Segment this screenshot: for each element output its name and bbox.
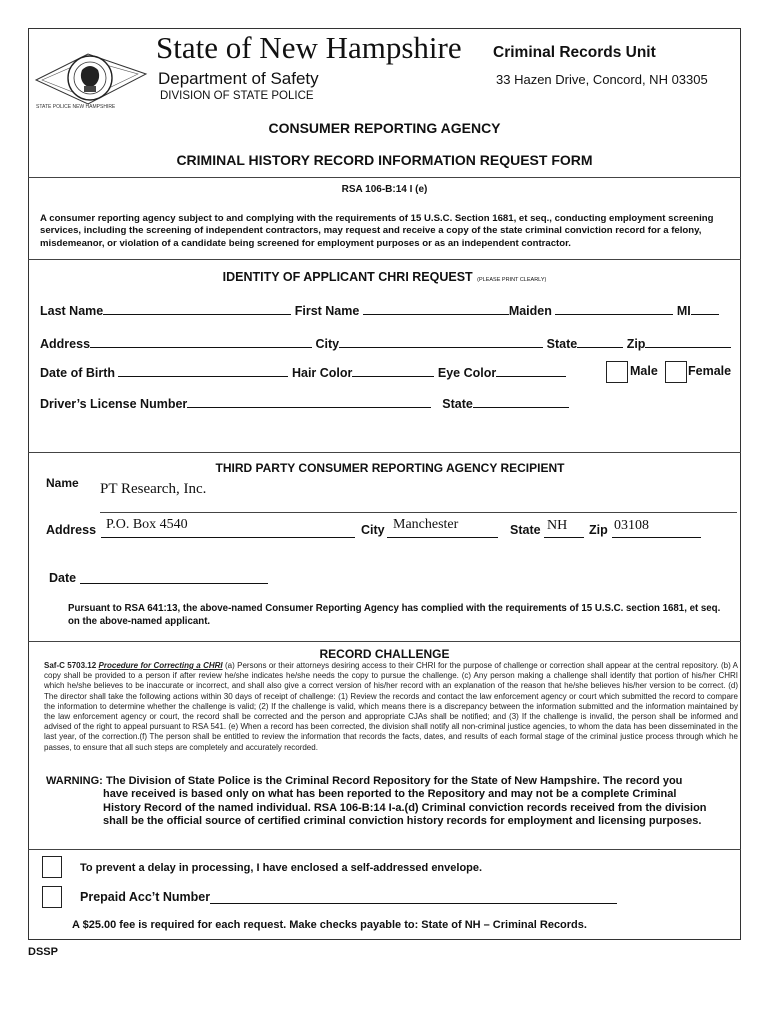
warning-label: WARNING:: [46, 775, 103, 787]
identity-heading-text: IDENTITY OF APPLICANT CHRI REQUEST: [222, 270, 473, 284]
license-field[interactable]: [187, 395, 431, 408]
warning-rest: have received is based only on what has been reported to the Repository and may not be a complete Criminal History Record of the named individual. RSA 106-B:14 I-a.(d) Criminal conviction records received from the division shall be the official source of certified criminal conviction history records for employment and licensing purposes.: [103, 788, 707, 827]
rsa-reference: RSA 106-B:14 I (e): [341, 184, 428, 195]
challenge-text: [44, 661, 738, 753]
form-title-2: CRIMINAL HISTORY RECORD INFORMATION REQUEST FORM: [176, 152, 593, 168]
identity-heading-note: (PLEASE PRINT CLEARLY): [477, 277, 547, 283]
mi-field[interactable]: [691, 302, 719, 315]
name-row: [40, 302, 719, 318]
unit-address: 33 Hazen Drive, Concord, NH 03305: [496, 72, 708, 87]
maiden-label: Maiden: [508, 304, 552, 318]
divider: [28, 641, 741, 642]
challenge-body: (a) Persons or their attorneys desiring access to their CHRI for the purpose of challenge or correction shall appear at the central repository. (b) A copy shall be provided to a person if after review he/she indicates he/she needs the copy to pursue the challenge. (c) Any person making a challenge shall identify that portion of his/her CHRI which he/she believes to be inaccurate or incorrect, and shall also give a correct version of his/her record with an explanation of the reason that he/she believes his/her version to be correct. (d) The director shall take the following actions within 30 days of receipt of challenge: (1) Review the records and contact the law enforcement agency or court which submitted the record to compare the information to determine whether the challenge is valid; (2) If the challenge is valid, which means there is a discrepancy between the information submitted and the information maintained by the law enforcement agency or court, the record shall be corrected and the person and appropriate CJAs shall be notified; and (3) If the challenge is invalid, the person shall be informed and advised of the right to appeal pursuant to RSA 541. (e) When a record has been corrected, the division shall notify all non-criminal justice agencies, to whom the data has been disseminated in the last year, of the correction.(f) The person shall be entitled to review the information that records the facts, dates, and results of each formal stage of the criminal justice process through which he passes, to ensure that all such steps are completely and accurately recorded.: [44, 661, 739, 752]
division-title: DIVISION OF STATE POLICE: [160, 90, 314, 102]
prepaid-label: Prepaid Acc’t Number: [80, 890, 211, 904]
license-label: Driver’s License Number: [40, 397, 188, 411]
divider: [28, 177, 741, 178]
hair-field[interactable]: [352, 364, 434, 377]
female-checkbox[interactable]: [665, 361, 687, 383]
envelope-text: To prevent a delay in processing, I have enclosed a self-addressed envelope.: [80, 862, 483, 874]
hair-label: Hair Color: [291, 366, 353, 380]
male-label: Male: [630, 364, 658, 378]
license-state-label: State: [442, 397, 473, 411]
state-field[interactable]: [577, 335, 623, 348]
recipient-city-value[interactable]: Manchester: [393, 517, 459, 532]
address-label: Address: [40, 337, 91, 351]
prepaid-checkbox[interactable]: [42, 886, 62, 908]
form-code: DSSP: [28, 946, 58, 958]
first-name-field[interactable]: [363, 302, 509, 315]
state-label: State: [546, 337, 578, 351]
license-state-field[interactable]: [473, 395, 569, 408]
address-row: [40, 335, 731, 351]
prepaid-field[interactable]: [210, 903, 617, 904]
recipient-name-label: Name: [46, 476, 79, 490]
state-title: State of New Hampshire: [156, 30, 462, 65]
warning-first-line: The Division of State Police is the Criminal Record Repository for the State of New Hampshire. The record you: [106, 775, 683, 787]
city-label: City: [315, 337, 340, 351]
divider: [28, 452, 741, 453]
recipient-state-value[interactable]: NH: [547, 518, 568, 533]
recipient-address-line: [101, 537, 355, 538]
form-title-1: CONSUMER REPORTING AGENCY: [268, 120, 501, 136]
recipient-state-label: State: [510, 523, 541, 537]
recipient-rule: [100, 512, 737, 513]
challenge-ref-title: Procedure for Correcting a CHRI: [98, 661, 223, 670]
city-field[interactable]: [339, 335, 543, 348]
male-checkbox[interactable]: [606, 361, 628, 383]
date-field[interactable]: [80, 583, 268, 584]
recipient-name-value[interactable]: PT Research, Inc.: [100, 481, 207, 497]
compliance-text: Pursuant to RSA 641:13, the above-named Consumer Reporting Agency has complied with the requirements of 15 U.S.C. section 1681, et seq. on the above-named applicant.: [68, 603, 721, 627]
eye-field[interactable]: [496, 364, 566, 377]
challenge-ref: Saf-C 5703.12: [44, 661, 97, 670]
first-name-label: First Name: [294, 304, 360, 318]
recipient-city-label: City: [361, 523, 385, 537]
challenge-heading: RECORD CHALLENGE: [319, 647, 450, 661]
recipient-city-line: [387, 537, 498, 538]
last-name-label: Last Name: [40, 304, 104, 318]
seal-text: STATE POLICE NEW HAMPSHIRE: [36, 104, 116, 110]
unit-title: Criminal Records Unit: [493, 44, 656, 61]
last-name-field[interactable]: [103, 302, 291, 315]
zip-label: Zip: [626, 337, 646, 351]
maiden-field[interactable]: [555, 302, 673, 315]
zip-field[interactable]: [645, 335, 731, 348]
eye-label: Eye Color: [437, 366, 497, 380]
dob-row: [40, 364, 566, 380]
recipient-address-value[interactable]: P.O. Box 4540: [106, 517, 188, 532]
mi-label: MI: [676, 304, 691, 318]
recipient-zip-value[interactable]: 03108: [614, 518, 649, 533]
divider: [28, 849, 741, 850]
dob-label: Date of Birth: [40, 366, 115, 380]
dob-field[interactable]: [118, 364, 288, 377]
recipient-zip-label: Zip: [589, 523, 608, 537]
female-label: Female: [688, 364, 732, 378]
rsa-text: A consumer reporting agency subject to and complying with the requirements of 15 U.S.C. Section 1681, et seq., conducting employment screening services, including the screening of independent contractors, may request and receive a copy of the state criminal conviction record for a felony, misdemeanor, or violation of a candidate being screened for employment purposes or as an independent contractor.: [40, 213, 714, 249]
divider: [28, 259, 741, 260]
envelope-checkbox[interactable]: [42, 856, 62, 878]
state-police-seal: [32, 40, 148, 112]
recipient-state-line: [544, 537, 584, 538]
date-label: Date: [49, 571, 77, 585]
fee-text: A $25.00 fee is required for each request. Make checks payable to: State of NH – Criminal Records.: [72, 919, 587, 931]
address-field[interactable]: [90, 335, 312, 348]
recipient-address-label: Address: [46, 523, 97, 537]
license-row: [40, 395, 569, 411]
identity-heading: [28, 268, 741, 286]
department-title: Department of Safety: [158, 69, 319, 88]
third-party-heading: THIRD PARTY CONSUMER REPORTING AGENCY RECIPIENT: [215, 461, 565, 475]
recipient-zip-line: [612, 537, 701, 538]
